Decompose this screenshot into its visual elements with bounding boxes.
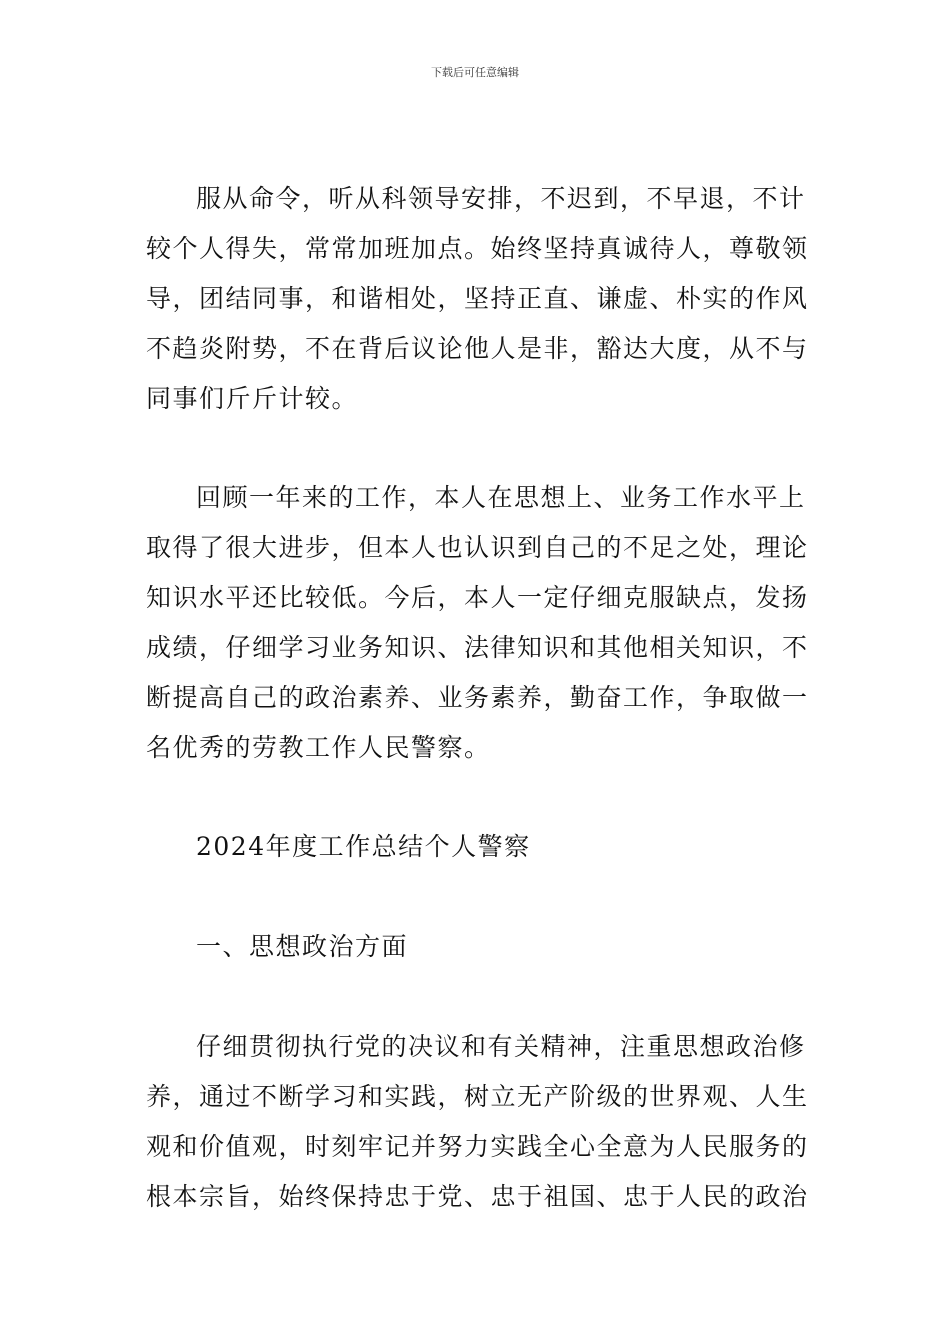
paragraph-1-line-5: 同事们斤斤计较。 [146, 384, 359, 413]
paragraph-2-line-3: 知识水平还比较低。今后，本人一定仔细克服缺点，发扬 [146, 583, 809, 612]
paragraph-3-line-4: 根本宗旨，始终保持忠于党、忠于祖国、忠于人民的政治 [146, 1182, 809, 1211]
paragraph-3-line-2: 养，通过不断学习和实践，树立无产阶级的世界观、人生 [146, 1082, 809, 1111]
section-heading: 一、思想政治方面 [196, 932, 409, 961]
paragraph-2-line-2: 取得了很大进步，但本人也认识到自己的不足之处，理论 [146, 533, 809, 562]
paragraph-1-line-3: 导，团结同事，和谐相处，坚持正直、谦虚、朴实的作风 [146, 284, 809, 313]
paragraph-1-line-1: 服从命令，听从科领导安排，不迟到，不早退，不计 [196, 184, 806, 213]
paragraph-2-line-1: 回顾一年来的工作，本人在思想上、业务工作水平上 [196, 483, 806, 512]
document-title: 2024年度工作总结个人警察 [196, 832, 531, 861]
page-header-note: 下载后可任意编辑 [431, 66, 519, 79]
paragraph-1-line-2: 较个人得失，常常加班加点。始终坚持真诚待人，尊敬领 [146, 234, 809, 263]
paragraph-2-line-6: 名优秀的劳教工作人民警察。 [146, 733, 491, 762]
paragraph-1-line-4: 不趋炎附势，不在背后议论他人是非，豁达大度，从不与 [146, 334, 809, 363]
paragraph-3-line-3: 观和价值观，时刻牢记并努力实践全心全意为人民服务的 [146, 1132, 809, 1161]
paragraph-2-line-5: 断提高自己的政治素养、业务素养，勤奋工作，争取做一 [146, 683, 809, 712]
paragraph-2-line-4: 成绩，仔细学习业务知识、法律知识和其他相关知识，不 [146, 633, 809, 662]
paragraph-3-line-1: 仔细贯彻执行党的决议和有关精神，注重思想政治修 [196, 1032, 806, 1061]
